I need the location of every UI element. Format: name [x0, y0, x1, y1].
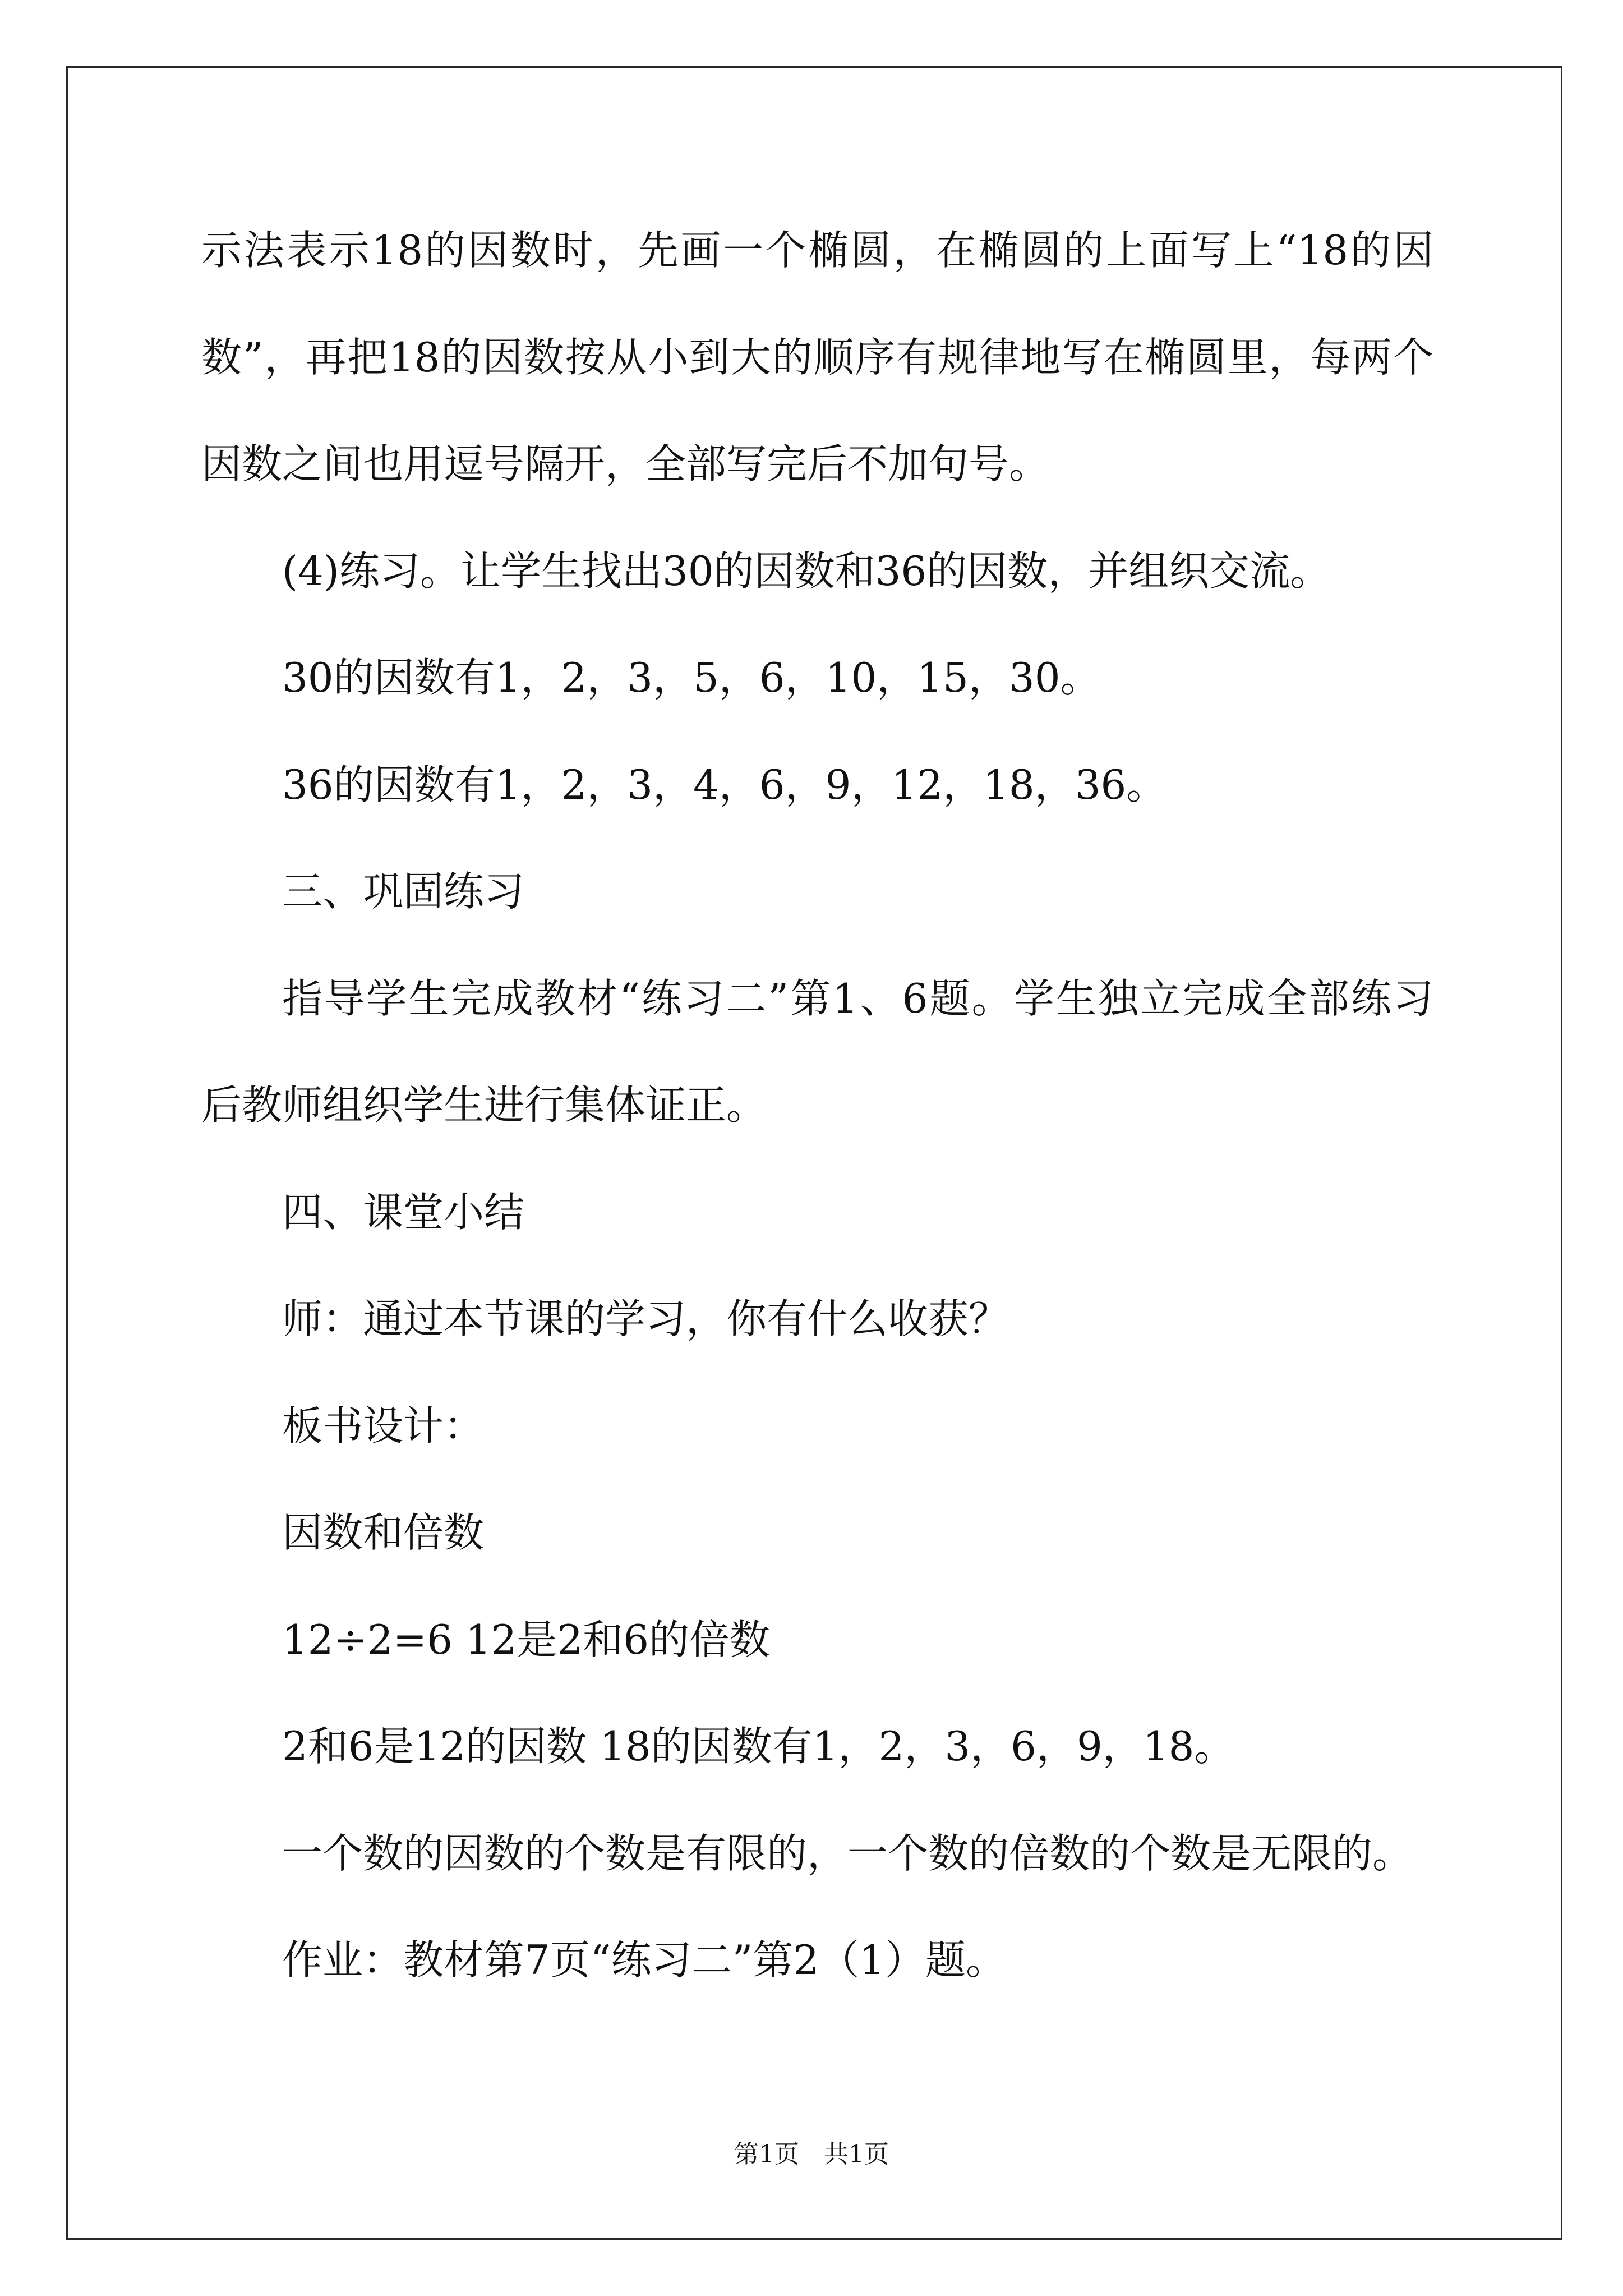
board-line: 一个数的因数的个数是有限的，一个数的倍数的个数是无限的。 [282, 1829, 1413, 1877]
paragraph-line: 指导学生完成教材“练习二”第1、6题。学生独立完成全部练习 [282, 974, 1433, 1022]
paragraph-line: 数”，再把18的因数按从小到大的顺序有规律地写在椭圆里，每两个 [201, 333, 1433, 381]
section-heading-summary: 四、课堂小结 [282, 1188, 525, 1236]
factors-of-30-line: 30的因数有1，2，3，5，6，10，15，30。 [282, 654, 1101, 701]
factors-of-36-line: 36的因数有1，2，3，4，6，9，12，18，36。 [282, 761, 1167, 808]
board-design-label: 板书设计： [282, 1402, 485, 1450]
exercise-paragraph: (4)练习。让学生找出30的因数和36的因数，并组织交流。 [282, 547, 1331, 595]
teacher-question-line: 师：通过本节课的学习，你有什么收获？ [282, 1295, 1009, 1342]
board-line: 12÷2=6 12是2和6的倍数 [282, 1616, 771, 1663]
board-line: 2和6是12的因数 18的因数有1，2，3，6，9，18。 [282, 1723, 1235, 1770]
section-heading-consolidation: 三、巩固练习 [282, 868, 525, 915]
paragraph-line: 因数之间也用逗号隔开，全部写完后不加句号。 [201, 440, 1050, 487]
homework-line: 作业：教材第7页“练习二”第2（1）题。 [282, 1936, 1007, 1984]
page-footer: 第1页 共1页 [734, 2140, 889, 2169]
paragraph-line: 后教师组织学生进行集体证正。 [201, 1082, 767, 1129]
document-body [201, 197, 1433, 2014]
paragraph-line: 示法表示18的因数时，先画一个椭圆，在椭圆的上面写上“18的因 [201, 227, 1433, 274]
board-title-line: 因数和倍数 [282, 1509, 485, 1556]
